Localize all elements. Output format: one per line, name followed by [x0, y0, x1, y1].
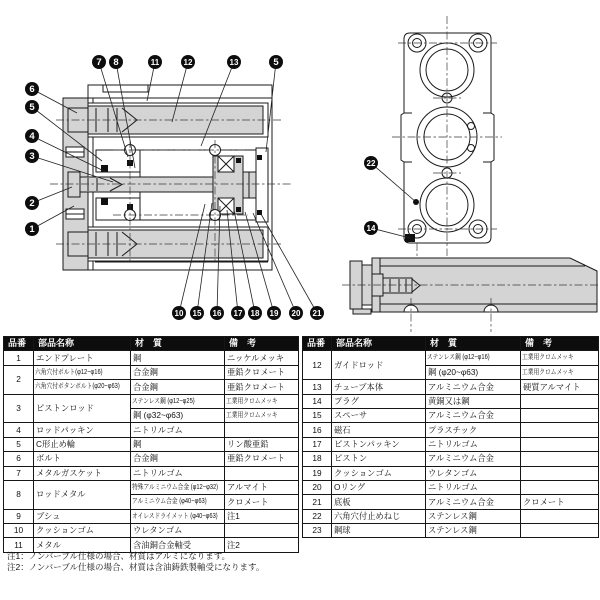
table-row: [4, 480, 299, 494]
table-row: [4, 524, 299, 538]
table-cell: 14: [303, 394, 332, 408]
table-cell: ニトリルゴム: [131, 466, 225, 480]
table-cell: 19: [303, 466, 332, 480]
callout-number: 20: [291, 309, 301, 319]
table-cell: 鋼: [131, 351, 225, 365]
table-cell: 亜鉛クロメート: [225, 365, 299, 379]
table-cell: 8: [4, 480, 34, 509]
table-cell: ステンレス鋼: [426, 509, 521, 523]
callout-number: 21: [312, 309, 322, 319]
table-cell: クッションゴム: [34, 524, 131, 538]
parts-table-left: [3, 336, 299, 553]
table-cell: ピストン: [332, 452, 426, 466]
callout-number: 3: [29, 151, 35, 163]
table-cell: クッションゴム: [332, 466, 426, 480]
table-cell: メタルガスケット: [34, 466, 131, 480]
column-header: 品番: [4, 337, 34, 351]
footnote-1: 注1：ノンバーブル仕様の場合、材質はアルミになります。: [7, 551, 231, 561]
drawing-shape: [236, 158, 241, 163]
callout-number: 18: [250, 309, 260, 319]
table-header-row: [4, 337, 299, 351]
table-cell: 23: [303, 524, 332, 538]
callout-number: 15: [192, 309, 202, 319]
callout-number: 5: [273, 57, 279, 69]
table-cell: オイレスドライメット (φ40~φ63): [131, 509, 225, 523]
table-cell: 亜鉛クロメート: [225, 380, 299, 394]
table-cell: ニッケルメッキ: [225, 351, 299, 365]
table-cell: 6: [4, 452, 34, 466]
callout-number: 11: [150, 58, 160, 68]
piston-rod: [80, 177, 215, 192]
table-cell: [521, 437, 599, 451]
table-cell: 亜鉛クロメート: [225, 452, 299, 466]
table-row: [4, 423, 299, 437]
table-row: [4, 466, 299, 480]
table-cell: プラグ: [332, 394, 426, 408]
drawing-shape: [101, 198, 108, 205]
column-header: 部品名称: [332, 337, 426, 351]
callout-number: 19: [269, 309, 279, 319]
callout-number: 17: [233, 309, 243, 319]
table-cell: アルミニウム合金: [426, 380, 521, 394]
table-cell: スペーサ: [332, 408, 426, 422]
table-cell: 硬質アルマイト: [521, 380, 599, 394]
table-cell: [521, 423, 599, 437]
table-cell: 21: [303, 495, 332, 509]
table-cell: 13: [303, 380, 332, 394]
table-cell: 15: [303, 408, 332, 422]
column-header: 品番: [303, 337, 332, 351]
table-cell: ガイドロッド: [332, 351, 426, 380]
table-cell: [521, 394, 599, 408]
table-cell: ステンレス鋼 (φ12~φ16): [426, 351, 521, 365]
table-cell: 六角穴付ボタンボルト(φ20~φ63): [34, 380, 131, 394]
table-cell: リン酸亜鉛: [225, 437, 299, 451]
end-view: [392, 16, 502, 258]
table-cell: 16: [303, 423, 332, 437]
column-header: 備 考: [521, 337, 599, 351]
table-cell: [521, 480, 599, 494]
table-row: [4, 365, 299, 379]
table-cell: 六角穴付止めねじ: [332, 509, 426, 523]
table-cell: 合金鋼: [131, 380, 225, 394]
table-row: [303, 466, 599, 480]
table-row: [303, 408, 599, 422]
table-row: [4, 351, 299, 365]
table-cell: 特殊アルミニウム合金 (φ12~φ32): [131, 480, 225, 494]
table-cell: 10: [4, 524, 34, 538]
table-row: [303, 394, 599, 408]
table-cell: ボルト: [34, 452, 131, 466]
table-cell: 工業用クロムメッキ: [225, 394, 299, 408]
table-cell: ウレタンゴム: [426, 466, 521, 480]
table-cell: アルミニウム合金: [426, 452, 521, 466]
table-cell: ピストンパッキン: [332, 437, 426, 451]
table-cell: 含油銅合金軸受: [131, 538, 225, 552]
table-cell: 合金鋼: [131, 452, 225, 466]
callout-number: 12: [183, 58, 193, 68]
table-cell: 六角穴付ボルト(φ12~φ16): [34, 365, 131, 379]
table-row: [4, 452, 299, 466]
set-screw-dot: [413, 199, 419, 205]
table-cell: 20: [303, 480, 332, 494]
table-cell: 黄銅又は鋼: [426, 394, 521, 408]
table-cell: ロッドメタル: [34, 480, 131, 509]
table-cell: 鋼 (φ20~φ63): [426, 365, 521, 379]
table-cell: クロメート: [225, 495, 299, 509]
table-cell: 3: [4, 394, 34, 423]
table-cell: [521, 452, 599, 466]
table-cell: 7: [4, 466, 34, 480]
table-cell: 注1: [225, 509, 299, 523]
callout-number: 2: [29, 198, 35, 210]
table-cell: 12: [303, 351, 332, 380]
drawing-shape: [383, 278, 412, 293]
callout-number: 1: [29, 224, 35, 236]
table-cell: 鋼球: [332, 524, 426, 538]
callout-number: 13: [229, 58, 239, 68]
table-cell: [225, 466, 299, 480]
callout-number: 16: [212, 309, 222, 319]
table-cell: [521, 509, 599, 523]
drawing-shape: [401, 33, 494, 243]
table-row: [303, 524, 599, 538]
table-cell: Oリング: [332, 480, 426, 494]
table-cell: 合金鋼: [131, 365, 225, 379]
table-cell: 1: [4, 351, 34, 365]
table-cell: クロメート: [521, 495, 599, 509]
table-cell: 17: [303, 437, 332, 451]
callout-number: 5: [29, 102, 35, 114]
table-cell: 工業用クロムメッキ: [521, 365, 599, 379]
table-cell: [225, 423, 299, 437]
column-header: 備 考: [225, 337, 299, 351]
table-cell: [521, 408, 599, 422]
table-row: [4, 437, 299, 451]
table-cell: ステンレス鋼: [426, 524, 521, 538]
drawing-shape: [353, 309, 371, 314]
table-row: [4, 509, 299, 523]
footnotes: [7, 551, 264, 574]
table-cell: ブシュ: [34, 509, 131, 523]
table-row: [4, 394, 299, 408]
callout-number: 10: [174, 309, 184, 319]
footnote-2: 注2：ノンバーブル仕様の場合、材質は含油鋳鉄製軸受になります。: [7, 562, 265, 573]
callout-number: 14: [366, 224, 376, 234]
callout-number: 22: [366, 159, 376, 169]
table-cell: ステンレス鋼 (φ12~φ25): [131, 394, 225, 408]
table-row: [303, 423, 599, 437]
table-cell: プラスチック: [426, 423, 521, 437]
table-cell: メタル: [34, 538, 131, 552]
table-cell: [225, 524, 299, 538]
table-row: [303, 380, 599, 394]
table-cell: アルミニウム合金: [426, 408, 521, 422]
table-cell: ウレタンゴム: [131, 524, 225, 538]
table-cell: 9: [4, 509, 34, 523]
table-row: [303, 452, 599, 466]
table-cell: 底板: [332, 495, 426, 509]
drawing-shape: [236, 207, 241, 212]
front-section-view: [50, 85, 292, 270]
table-cell: 工業用クロムメッキ: [225, 408, 299, 422]
table-cell: [521, 466, 599, 480]
table-cell: 11: [4, 538, 34, 552]
callout-number: 6: [29, 84, 35, 96]
table-cell: 22: [303, 509, 332, 523]
side-view: [342, 258, 599, 332]
table-cell: 4: [4, 423, 34, 437]
table-cell: ロッドパッキン: [34, 423, 131, 437]
table-cell: 2: [4, 365, 34, 394]
callout-number: 8: [113, 57, 119, 69]
table-cell: ニトリルゴム: [426, 480, 521, 494]
table-cell: エンドプレート: [34, 351, 131, 365]
table-cell: ニトリルゴム: [131, 423, 225, 437]
table-row: [303, 351, 599, 365]
table-cell: ニトリルゴム: [426, 437, 521, 451]
table-row: [303, 437, 599, 451]
table-cell: 工業用クロムメッキ: [521, 351, 599, 365]
parts-table-right: [302, 336, 599, 538]
column-header: 部品名称: [34, 337, 131, 351]
table-cell: 注2: [225, 538, 299, 552]
hex-bolt-rod: [68, 172, 80, 197]
column-header: 材 質: [131, 337, 225, 351]
table-cell: 鋼: [131, 437, 225, 451]
column-header: 材 質: [426, 337, 521, 351]
table-cell: ピストンロッド: [34, 394, 131, 423]
table-cell: C形止め輪: [34, 437, 131, 451]
table-cell: 磁石: [332, 423, 426, 437]
callout-number: 4: [29, 131, 35, 143]
table-cell: 18: [303, 452, 332, 466]
drawing-shape: [257, 155, 262, 160]
table-row: [303, 495, 599, 509]
table-cell: アルミニウム合金: [426, 495, 521, 509]
table-cell: [521, 524, 599, 538]
callout-number: 7: [96, 57, 102, 69]
table-cell: アルマイト: [225, 480, 299, 494]
table-header-row: [303, 337, 599, 351]
table-row: [303, 480, 599, 494]
table-cell: チューブ本体: [332, 380, 426, 394]
table-cell: 鋼 (φ32~φ63): [131, 408, 225, 422]
table-cell: 5: [4, 437, 34, 451]
table-row: [303, 509, 599, 523]
table-cell: アルミニウム合金 (φ40~φ63): [131, 495, 225, 509]
table-row: [4, 380, 299, 394]
